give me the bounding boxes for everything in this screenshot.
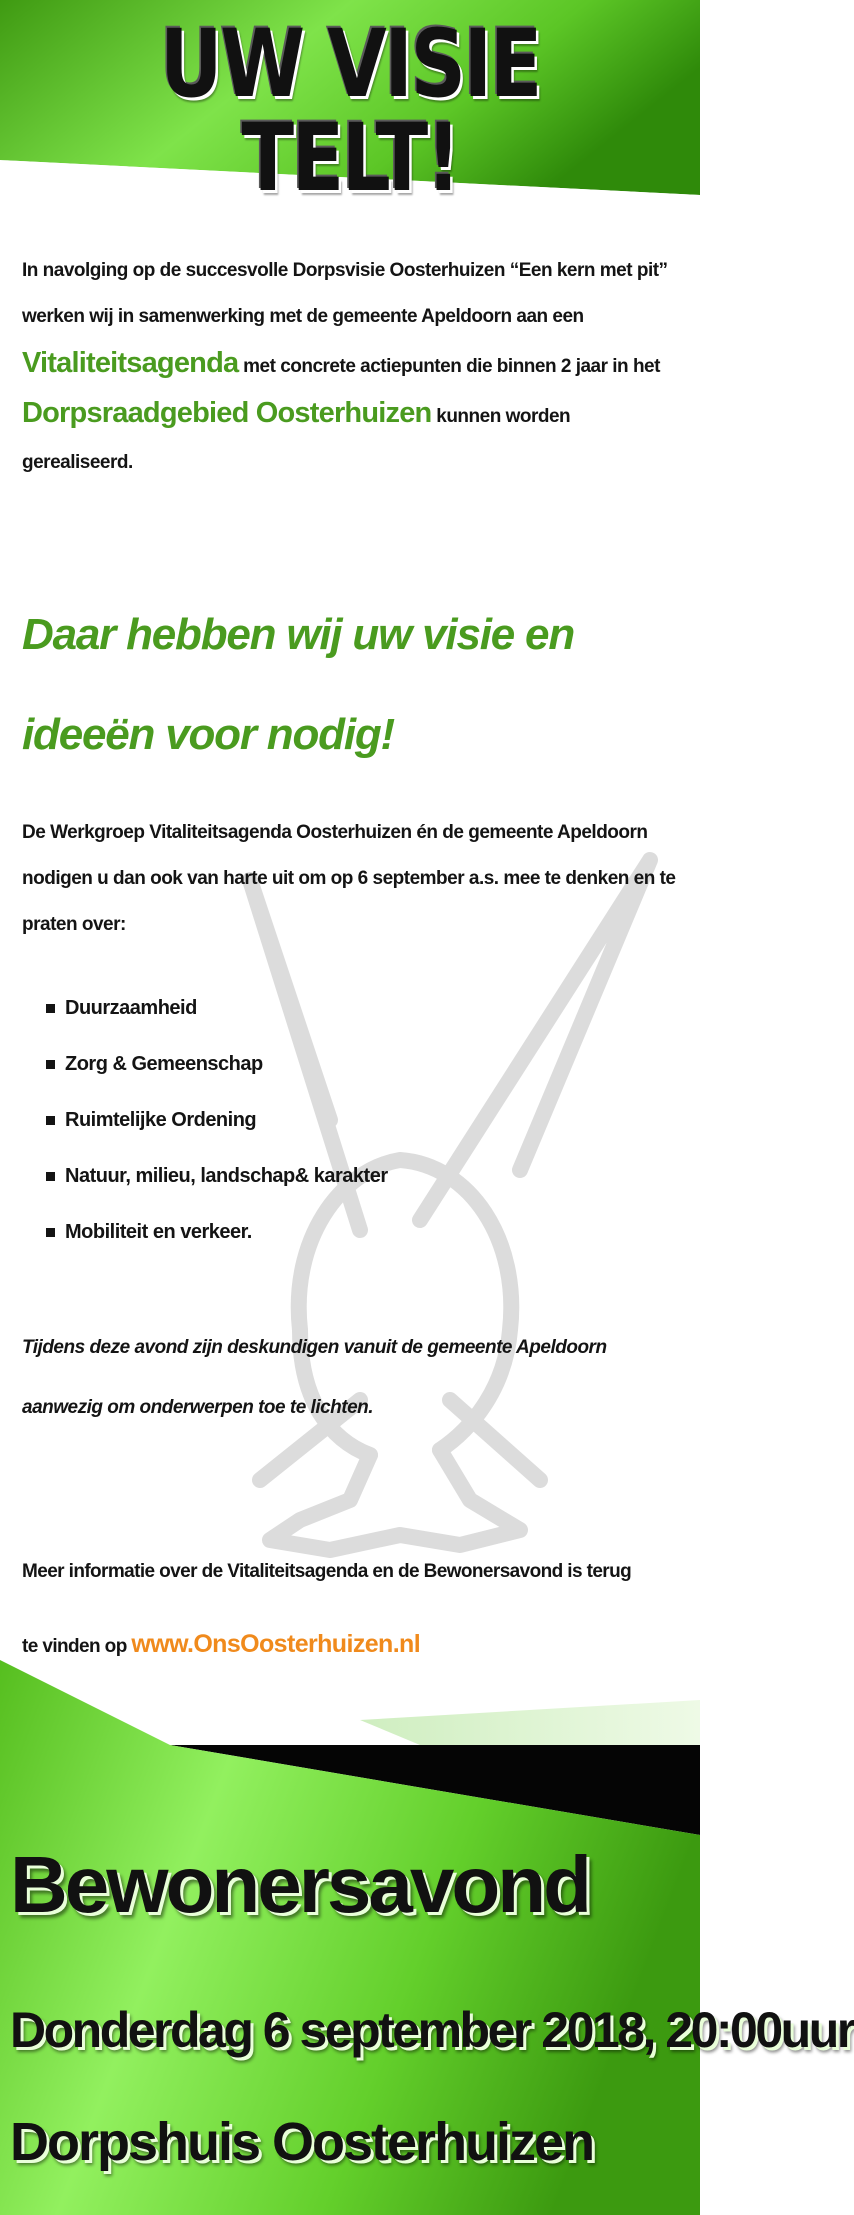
experts-paragraph: Tijdens deze avond zijn deskundigen vanuit de gemeente Apeldoorn aanwezig om onderwerpen toe te lichten. [22, 1337, 607, 1418]
topic-label: Natuur, milieu, landschap& karakter [65, 1165, 388, 1187]
event-venue: Dorpshuis Oosterhuizen [10, 2112, 594, 2172]
invitation-paragraph: De Werkgroep Vitaliteitsagenda Oosterhuizen én de gemeente Apeldoorn nodigen u dan ook van harte uit om op 6 september a.s. mee te denken en te praten over: [22, 822, 676, 935]
intro-highlight-vitaliteitsagenda: Vitaliteitsagenda [22, 347, 239, 379]
list-item [46, 1204, 646, 1260]
event-title: Bewonersavond [10, 1840, 589, 1929]
more-info-line-1: Meer informatie over de Vitaliteitsagenda en de Bewonersavond is terug [22, 1561, 632, 1582]
topic-label: Mobiliteit en verkeer. [65, 1221, 252, 1243]
intro-line-3: met concrete actiepunten die binnen 2 jaar in het [238, 356, 660, 377]
website-link[interactable]: www.OnsOosterhuizen.nl [131, 1630, 421, 1658]
intro-paragraph [22, 248, 682, 486]
square-bullet-icon [46, 1004, 55, 1013]
square-bullet-icon [46, 1228, 55, 1237]
square-bullet-icon [46, 1172, 55, 1181]
topic-label: Zorg & Gemeenschap [65, 1053, 263, 1075]
list-item [46, 980, 646, 1036]
topic-label: Ruimtelijke Ordening [65, 1109, 257, 1131]
intro-line-2: werken wij in samenwerking met de gemeente Apeldoorn aan een [22, 306, 584, 327]
square-bullet-icon [46, 1060, 55, 1069]
topics-list [46, 980, 646, 1260]
event-date: Donderdag 6 september 2018, 20:00uur [10, 2002, 854, 2058]
intro-line-4: kunnen worden gerealiseerd. [22, 406, 571, 473]
topic-label: Duurzaamheid [65, 997, 197, 1019]
intro-highlight-dorpsraadgebied: Dorpsraadgebied Oosterhuizen [22, 397, 432, 429]
list-item [46, 1148, 646, 1204]
list-item [46, 1036, 646, 1092]
callout-heading: Daar hebben wij uw visie en ideeën voor nodig! [22, 610, 574, 759]
more-info-paragraph [22, 1536, 692, 1683]
intro-line-1: In navolging op de succesvolle Dorpsvisie Oosterhuizen “Een kern met pit” [22, 260, 668, 281]
poster-headline: UW VISIE TELT! [160, 10, 540, 213]
square-bullet-icon [46, 1116, 55, 1125]
list-item [46, 1092, 646, 1148]
more-info-line-2: te vinden op [22, 1636, 132, 1657]
